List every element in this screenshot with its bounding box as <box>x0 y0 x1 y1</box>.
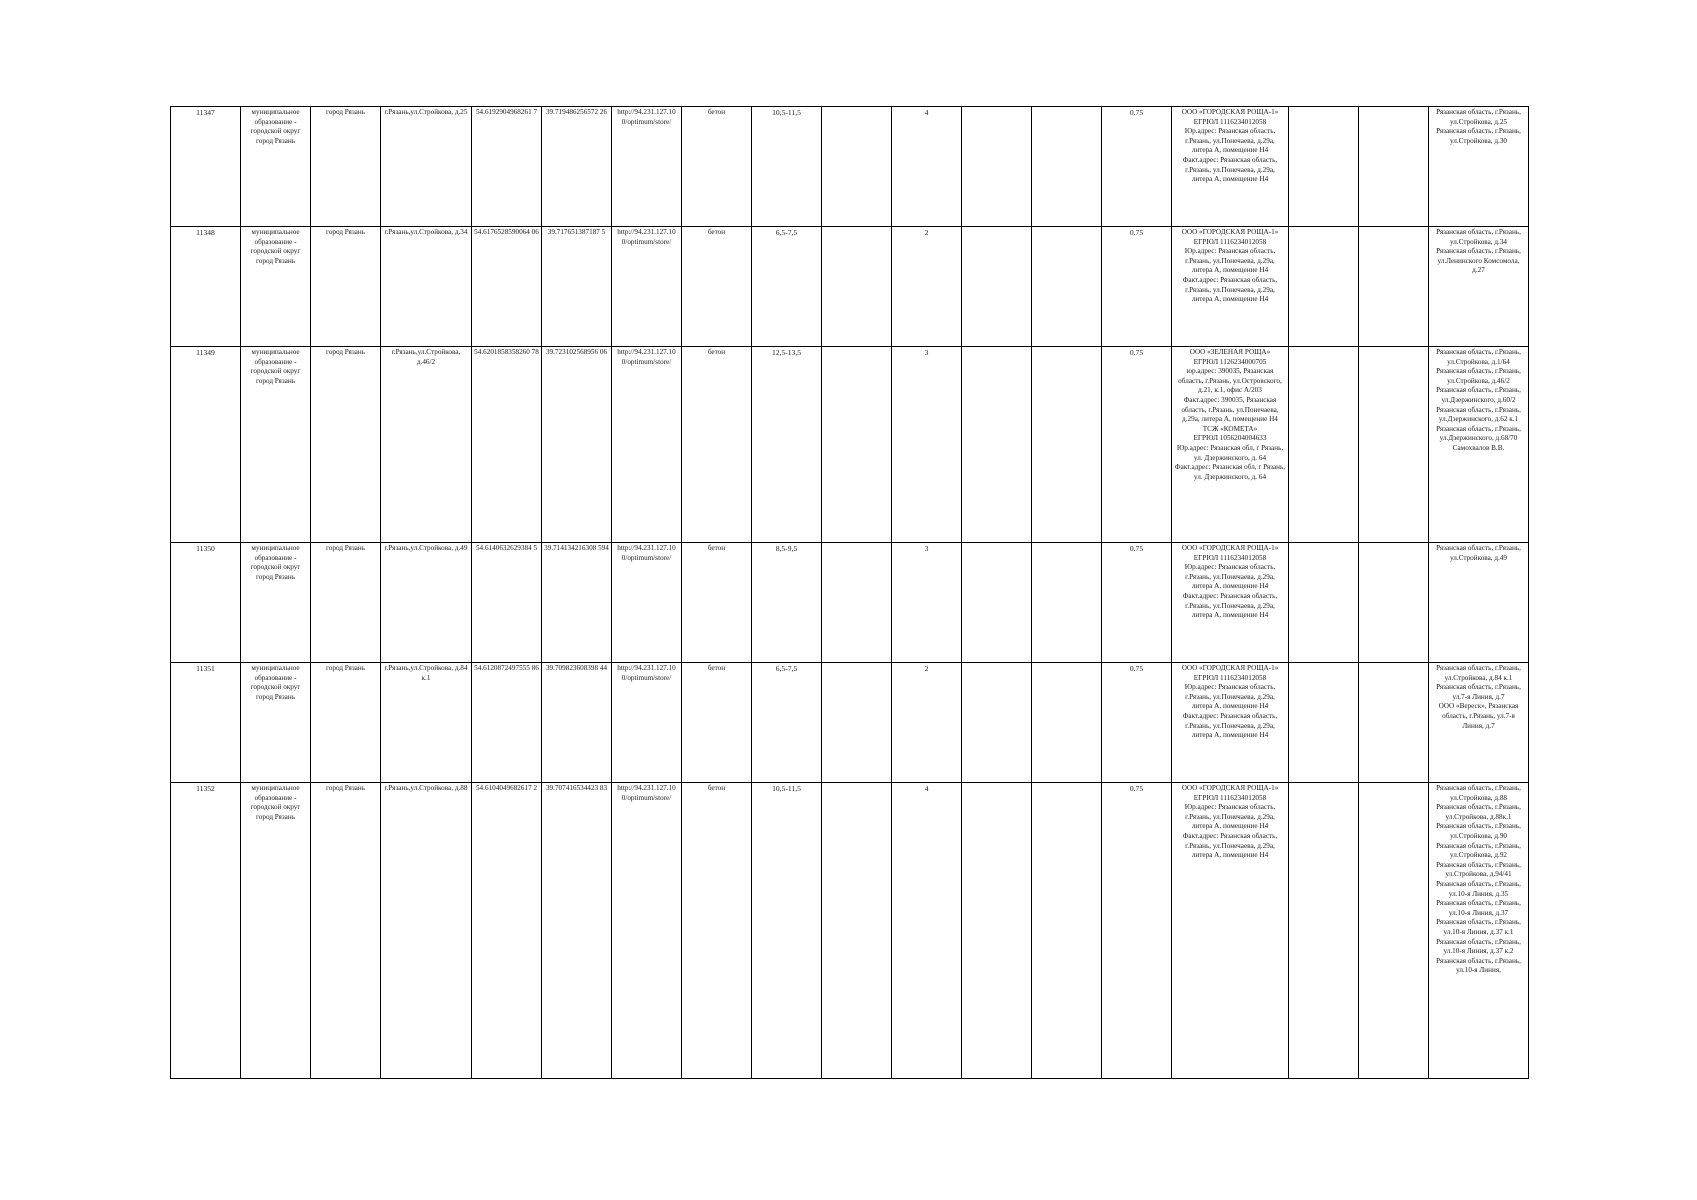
cell-col17 <box>1359 663 1429 783</box>
table-row <box>171 783 1529 1079</box>
cell-longitude: 39.717651387187 5 <box>542 227 612 347</box>
cell-city: город Рязань <box>311 347 381 543</box>
cell-volume: 0.75 <box>1102 543 1172 663</box>
table-row <box>171 347 1529 543</box>
cell-col13 <box>1032 347 1102 543</box>
cell-address: г.Рязань,ул.Стройкова, д.25 <box>381 107 472 227</box>
cell-owner: ООО «ГОРОДСКАЯ РОЩА-1» ЕГРЮЛ 1116234012058 Юр.адрес: Рязанская область, г.Рязань, ул.Понечаева, д.29а, литера А, помещение Н4 Факт.адрес: Рязанская область, г.Рязань, ул.Понечаева, д.29а, литера А, помещение Н4 <box>1172 543 1289 663</box>
cell-col12 <box>962 543 1032 663</box>
cell-col10 <box>822 783 892 1079</box>
cell-col17 <box>1359 227 1429 347</box>
cell-id: 11349 <box>171 347 241 543</box>
cell-municipality: муниципальное образование - городской округ город Рязань <box>241 543 311 663</box>
cell-municipality: муниципальное образование - городской округ город Рязань <box>241 347 311 543</box>
cell-col16 <box>1289 783 1359 1079</box>
cell-city: город Рязань <box>311 663 381 783</box>
cell-longitude: 39.707416534423 83 <box>542 783 612 1079</box>
cell-col10 <box>822 663 892 783</box>
cell-surface: бетон <box>682 663 752 783</box>
cell-id: 11348 <box>171 227 241 347</box>
cell-containers: 4 <box>892 783 962 1079</box>
cell-address: г.Рязань,ул.Стройкова, д.49 <box>381 543 472 663</box>
registry-sheet <box>170 106 1521 1079</box>
cell-longitude: 39.723102568956 06 <box>542 347 612 543</box>
cell-col12 <box>962 783 1032 1079</box>
cell-col17 <box>1359 543 1429 663</box>
cell-city: город Рязань <box>311 543 381 663</box>
cell-volume: 0.75 <box>1102 227 1172 347</box>
cell-latitude: 54.6176528590064 06 <box>472 227 542 347</box>
cell-containers: 3 <box>892 347 962 543</box>
cell-link[interactable]: http://94.231.127.10 0/optimum/store/ <box>612 543 682 663</box>
cell-col12 <box>962 107 1032 227</box>
cell-volume: 0.75 <box>1102 347 1172 543</box>
cell-link[interactable]: http://94.231.127.10 0/optimum/store/ <box>612 783 682 1079</box>
cell-area: 6,5-7,5 <box>752 227 822 347</box>
cell-col17 <box>1359 783 1429 1079</box>
cell-latitude: 54.6140632629384 5 <box>472 543 542 663</box>
cell-col16 <box>1289 347 1359 543</box>
cell-col16 <box>1289 107 1359 227</box>
cell-area: 10,5-11,5 <box>752 107 822 227</box>
cell-sources: Рязанская область, г.Рязань, ул.Стройкова, д.49 <box>1429 543 1529 663</box>
cell-sources: Рязанская область, г.Рязань, ул.Стройкова, д.84 к.1 Рязанская область, г.Рязань, ул.7-я Линия, д.7 ООО «Вереск», Рязанская область, г.Рязань, ул.7-я Линия, д.7 <box>1429 663 1529 783</box>
cell-latitude: 54.6201858358260 78 <box>472 347 542 543</box>
cell-id: 11347 <box>171 107 241 227</box>
cell-link[interactable]: http://94.231.127.10 0/optimum/store/ <box>612 107 682 227</box>
cell-municipality: муниципальное образование - городской округ город Рязань <box>241 783 311 1079</box>
cell-volume: 0.75 <box>1102 663 1172 783</box>
cell-municipality: муниципальное образование - городской округ город Рязань <box>241 227 311 347</box>
table-row <box>171 663 1529 783</box>
cell-sources: Рязанская область, г.Рязань, ул.Стройкова, д.25 Рязанская область, г.Рязань, ул.Стройкова, д.30 <box>1429 107 1529 227</box>
cell-latitude: 54.6192904968261 7 <box>472 107 542 227</box>
cell-col13 <box>1032 783 1102 1079</box>
cell-municipality: муниципальное образование - городской округ город Рязань <box>241 107 311 227</box>
cell-address: г.Рязань,ул.Стройкова, д.84 к.1 <box>381 663 472 783</box>
registry-table <box>170 106 1529 1079</box>
cell-link[interactable]: http://94.231.127.10 0/optimum/store/ <box>612 347 682 543</box>
cell-sources: Рязанская область, г.Рязань, ул.Стройкова, д.88 Рязанская область, г.Рязань, ул.Стройкова, д.88к.1 Рязанская область, г.Рязань, ул.Стройкова, д.90 Рязанская область, г.Рязань, ул.Стройкова, д.92 Рязанская область, г.Рязань, ул.Стройкова, д.94/41 Рязанская область, г.Рязань, ул.10-я Линия, д.35 Рязанская область, г.Рязань, ул.10-я Линия, д.37 Рязанская область, г.Рязань, ул.10-я Линия, д.37 к.1 Рязанская область, г.Рязань, ул.10-я Линия, д.37 к.2 Рязанская область, г.Рязань, ул.10-я Линия, <box>1429 783 1529 1079</box>
cell-owner: ООО «ГОРОДСКАЯ РОЩА-1» ЕГРЮЛ 1116234012058 Юр.адрес: Рязанская область, г.Рязань, ул.Понечаева, д.29а, литера А, помещение Н4 Факт.адрес: Рязанская область, г.Рязань, ул.Понечаева, д.29а, литера А, помещение Н4 <box>1172 783 1289 1079</box>
cell-sources: Рязанская область, г.Рязань, ул.Стройкова, д.34 Рязанская область, г.Рязань, ул.Ленинского Комсомола, д.27 <box>1429 227 1529 347</box>
cell-col17 <box>1359 107 1429 227</box>
cell-id: 11351 <box>171 663 241 783</box>
cell-volume: 0.75 <box>1102 783 1172 1079</box>
cell-containers: 2 <box>892 663 962 783</box>
cell-col16 <box>1289 663 1359 783</box>
cell-col10 <box>822 543 892 663</box>
cell-col13 <box>1032 227 1102 347</box>
cell-col13 <box>1032 663 1102 783</box>
cell-address: г.Рязань,ул.Стройкова, д.88 <box>381 783 472 1079</box>
cell-city: город Рязань <box>311 227 381 347</box>
cell-link[interactable]: http://94.231.127.10 0/optimum/store/ <box>612 663 682 783</box>
cell-col10 <box>822 347 892 543</box>
cell-col12 <box>962 347 1032 543</box>
cell-address: г.Рязань,ул.Стройкова, д.46/2 <box>381 347 472 543</box>
cell-containers: 3 <box>892 543 962 663</box>
cell-longitude: 39.714134216308 594 <box>542 543 612 663</box>
cell-latitude: 54.6120872497555 86 <box>472 663 542 783</box>
cell-volume: 0.75 <box>1102 107 1172 227</box>
cell-owner: ООО «ГОРОДСКАЯ РОЩА-1» ЕГРЮЛ 1116234012058 Юр.адрес: Рязанская область, г.Рязань, ул.Понечаева, д.29а, литера А, помещение Н4 Факт.адрес: Рязанская область, г.Рязань, ул.Понечаева, д.29а, литера А, помещение Н4 <box>1172 107 1289 227</box>
cell-longitude: 39.719486256572 26 <box>542 107 612 227</box>
cell-longitude: 39.709823608398 44 <box>542 663 612 783</box>
cell-area: 6,5-7,5 <box>752 663 822 783</box>
cell-sources: Рязанская область, г.Рязань, ул.Стройкова, д.1/64 Рязанская область, г.Рязань, ул.Стройкова, д.46/2 Рязанская область, г.Рязань, ул.Дзержинского, д.60/2 Рязанская область, г.Рязань, ул.Дзержинского, д.62 к.1 Рязанская область, г.Рязань, ул.Дзержинского, д.68/70 Самохвалов В.В. <box>1429 347 1529 543</box>
cell-col16 <box>1289 227 1359 347</box>
cell-owner: ООО «ГОРОДСКАЯ РОЩА-1» ЕГРЮЛ 1116234012058 Юр.адрес: Рязанская область, г.Рязань, ул.Понечаева, д.29а, литера А, помещение Н4 Факт.адрес: Рязанская область, г.Рязань, ул.Понечаева, д.29а, литера А, помещение Н4 <box>1172 663 1289 783</box>
cell-col10 <box>822 107 892 227</box>
cell-address: г.Рязань,ул.Стройкова, д.34 <box>381 227 472 347</box>
cell-col13 <box>1032 543 1102 663</box>
cell-containers: 4 <box>892 107 962 227</box>
cell-surface: бетон <box>682 347 752 543</box>
cell-latitude: 54.6104049682617 2 <box>472 783 542 1079</box>
cell-municipality: муниципальное образование - городской округ город Рязань <box>241 663 311 783</box>
table-row <box>171 543 1529 663</box>
cell-area: 12,5-13,5 <box>752 347 822 543</box>
cell-surface: бетон <box>682 783 752 1079</box>
cell-area: 8,5-9,5 <box>752 543 822 663</box>
cell-city: город Рязань <box>311 783 381 1079</box>
cell-col10 <box>822 227 892 347</box>
cell-owner: ООО «ЗЕЛЕНАЯ РОЩА» ЕГРЮЛ 1126234000705 юр.адрес: 390035, Рязанская область, г.Рязань, ул.Островского, д.21, к.1, офис А/203 Факт.адрес: 390035, Рязанская область, г.Рязань, ул.Понечаева, д.29а, литера А, помещение Н4 ТСЖ «КОМЕТА» ЕГРЮЛ 1056204004633 Юр.адрес: Рязанская обл, г Рязань, ул. Дзержинского, д. 64 Факт.адрес: Рязанская обл, г Рязань, ул. Дзержинского, д. 64 <box>1172 347 1289 543</box>
table-row <box>171 107 1529 227</box>
cell-city: город Рязань <box>311 107 381 227</box>
cell-col12 <box>962 227 1032 347</box>
cell-surface: бетон <box>682 227 752 347</box>
cell-col17 <box>1359 347 1429 543</box>
cell-surface: бетон <box>682 543 752 663</box>
cell-col12 <box>962 663 1032 783</box>
cell-link[interactable]: http://94.231.127.10 0/optimum/store/ <box>612 227 682 347</box>
cell-col16 <box>1289 543 1359 663</box>
cell-owner: ООО «ГОРОДСКАЯ РОЩА-1» ЕГРЮЛ 1116234012058 Юр.адрес: Рязанская область, г.Рязань, ул.Понечаева, д.29а, литера А, помещение Н4 Факт.адрес: Рязанская область, г.Рязань, ул.Понечаева, д.29а, литера А, помещение Н4 <box>1172 227 1289 347</box>
cell-col13 <box>1032 107 1102 227</box>
cell-id: 11352 <box>171 783 241 1079</box>
cell-containers: 2 <box>892 227 962 347</box>
table-row <box>171 227 1529 347</box>
cell-surface: бетон <box>682 107 752 227</box>
cell-area: 10,5-11,5 <box>752 783 822 1079</box>
cell-id: 11350 <box>171 543 241 663</box>
